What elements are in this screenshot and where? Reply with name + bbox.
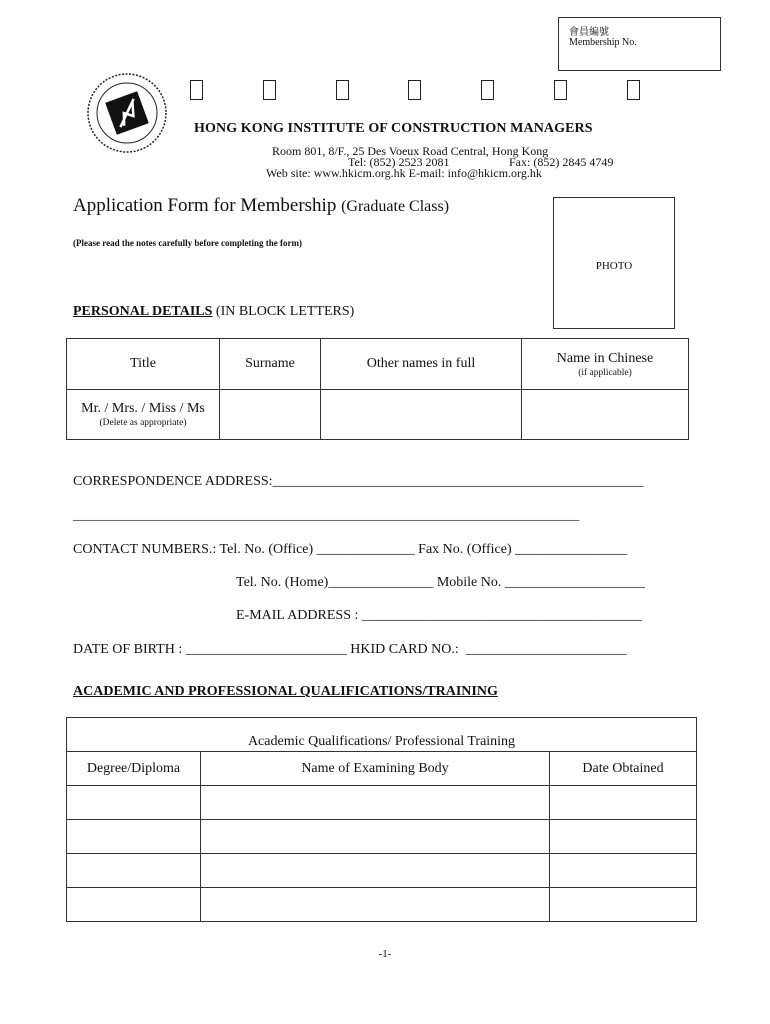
dob-hkid-field[interactable]: DATE OF BIRTH : _______________________ HKID CARD NO.: _______________________ [73,642,627,657]
table-row [67,888,697,922]
degree-cell[interactable] [67,854,201,888]
academic-table [66,717,697,922]
date-cell[interactable] [550,786,697,820]
chinese-glyph-box [336,80,349,100]
date-cell[interactable] [550,888,697,922]
personal-heading-suffix: (IN BLOCK LETTERS) [212,304,355,319]
body-cell[interactable] [201,888,550,922]
title-note: (Delete as appropriate) [99,418,187,428]
institute-address: Room 801, 8/F., 25 Des Voeux Road Central, Hong Kong [272,144,549,158]
chinese-glyph-box [408,80,421,100]
institute-web-email: Web site: www.hkicm.org.hk E-mail: info@hkicm.org.hk [266,166,542,180]
photo-label: PHOTO [595,260,633,272]
chinese-name-note: (if applicable) [578,367,632,378]
institute-tel: Tel: (852) 2523 2081 [348,155,450,169]
body-cell[interactable] [201,854,550,888]
table-row [67,820,697,854]
body-cell[interactable] [201,820,550,854]
correspondence-address-field[interactable]: CORRESPONDENCE ADDRESS:_____________________________________________________ [73,474,644,489]
date-cell[interactable] [550,820,697,854]
contact-home-field[interactable]: Tel. No. (Home)_______________ Mobile No. ____________________ [236,575,645,590]
page-number: -1- [378,948,392,960]
chinese-glyph-box [190,80,203,100]
other-names-field[interactable] [321,390,522,440]
title-options: Mr. / Mrs. / Miss / Ms [81,401,205,416]
col-date-obtained: Date Obtained [550,752,697,786]
title-cell[interactable] [67,390,220,440]
personal-details-table [66,338,689,440]
chinese-glyph-box [554,80,567,100]
institute-logo [86,72,168,154]
form-class: (Graduate Class) [341,198,450,215]
contact-office-field[interactable]: CONTACT NUMBERS.: Tel. No. (Office) ______________ Fax No. (Office) ________________ [73,542,628,557]
academic-heading: ACADEMIC AND PROFESSIONAL QUALIFICATIONS/TRAINING [73,684,498,699]
degree-cell[interactable] [67,786,201,820]
form-title [73,195,449,217]
table-row [67,854,697,888]
date-cell[interactable] [550,854,697,888]
degree-cell[interactable] [67,820,201,854]
academic-table-title: Academic Qualifications/ Professional Training [67,718,697,752]
personal-heading-text: PERSONAL DETAILS [73,304,213,319]
chinese-name-field[interactable] [522,390,689,440]
body-cell[interactable] [201,786,550,820]
header-title: Title [67,339,220,390]
surname-field[interactable] [220,390,321,440]
correspondence-address-line2[interactable]: _________________________________________________________________________________ [73,508,580,522]
institute-name: HONG KONG INSTITUTE OF CONSTRUCTION MANAGERS [194,121,593,136]
table-row [67,786,697,820]
degree-cell[interactable] [67,888,201,922]
chinese-glyph-box [627,80,640,100]
header-surname: Surname [220,339,321,390]
personal-details-heading [73,304,354,320]
chinese-glyph-box [481,80,494,100]
institute-fax: Fax: (852) 2845 4749 [509,155,614,169]
header-chinese-name: Name in Chinese (if applicable) [522,339,689,390]
institute-chinese-name [190,80,640,100]
membership-chinese-label: 會員編號 [569,27,609,38]
form-note: (Please read the notes carefully before completing the form) [73,238,302,248]
col-examining-body: Name of Examining Body [201,752,550,786]
header-other-names: Other names in full [321,339,522,390]
photo-box[interactable] [553,197,675,329]
email-field[interactable]: E-MAIL ADDRESS : ________________________________________ [236,608,642,623]
membership-label: Membership No. [569,37,637,48]
membership-number-box[interactable] [558,17,721,71]
form-title-text: Application Form for Membership [73,195,337,216]
chinese-glyph-box [263,80,276,100]
col-degree: Degree/Diploma [67,752,201,786]
